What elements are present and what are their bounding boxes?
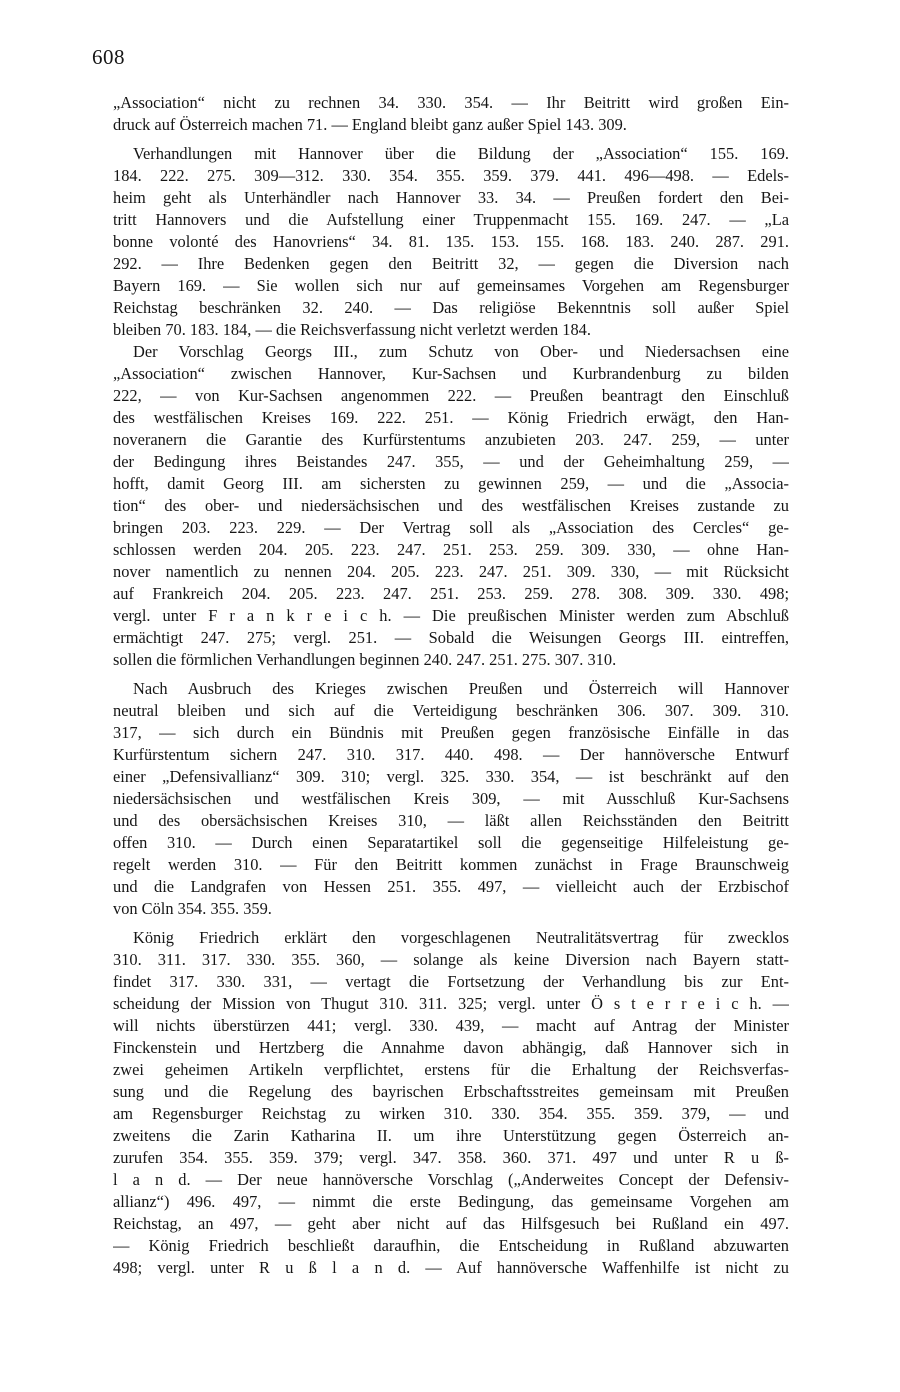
text-line: Reichstag beschränken 32. 240. — Das religiöse Bekenntnis soll außer Spiel: [113, 298, 789, 317]
text-line: sollen die förmlichen Verhandlungen beginnen 240. 247. 251. 275. 307. 310.: [113, 650, 617, 669]
text-line: „Association“ zwischen Hannover, Kur-Sachsen und Kurbrandenburg zu bilden: [113, 364, 789, 383]
text-line: zurufen 354. 355. 359. 379; vergl. 347. 358. 360. 371. 497 und unter R u ß-: [113, 1148, 789, 1167]
text-line: schlossen werden 204. 205. 223. 247. 251. 253. 259. 309. 330, — ohne Han-: [113, 540, 789, 559]
text-line: niedersächsischen und westfälischen Kreis 309, — mit Ausschluß Kur-Sachsens: [113, 789, 789, 808]
text-line: findet 317. 330. 331, — vertagt die Fortsetzung der Verhandlung bis zur Ent-: [113, 972, 789, 991]
text-line: Bayern 169. — Sie wollen sich nur auf gemeinsames Vorgehen am Regensburger: [113, 276, 789, 295]
text-line: bleiben 70. 183. 184, — die Reichsverfassung nicht verletzt werden 184.: [113, 320, 591, 339]
text-line: druck auf Österreich machen 71. — England bleibt ganz außer Spiel 143. 309.: [113, 115, 627, 134]
text-line: der Bedingung ihres Beistandes 247. 355, — und der Geheimhaltung 259, —: [113, 452, 789, 471]
text-line: Reichstag, an 497, — geht aber nicht auf das Hilfsgesuch bei Rußland ein 497.: [113, 1214, 789, 1233]
text-line: zwei geheimen Artikeln verpflichtet, erstens für die Erhaltung der Reichsverfas-: [113, 1060, 789, 1079]
text-line: „Association“ nicht zu rechnen 34. 330. 354. — Ihr Beitritt wird großen Ein-: [113, 93, 789, 112]
text-line: 317, — sich durch ein Bündnis mit Preußen gegen französische Einfälle in das: [113, 723, 789, 742]
text-line: auf Frankreich 204. 205. 223. 247. 251. 253. 259. 278. 308. 309. 330. 498;: [113, 584, 789, 603]
text-line: ermächtigt 247. 275; vergl. 251. — Sobald die Weisungen Georgs III. eintreffen,: [113, 628, 789, 647]
text-line: neutral bleiben und sich auf die Verteidigung beschränken 306. 307. 309. 310.: [113, 701, 789, 720]
paragraph: [113, 678, 789, 920]
text-line: 222, — von Kur-Sachsen angenommen 222. — Preußen beantragt den Einschluß: [113, 386, 789, 405]
text-line: Nach Ausbruch des Krieges zwischen Preußen und Österreich will Hannover: [133, 679, 789, 698]
text-line: will nichts überstürzen 441; vergl. 330. 439, — macht auf Antrag der Minister: [113, 1016, 789, 1035]
text-line: tritt Hannovers und die Aufstellung einer Truppenmacht 155. 169. 247. — „La: [113, 210, 789, 229]
text-line: l a n d. — Der neue hannöversche Vorschlag („Anderweites Concept der Defensiv-: [113, 1170, 789, 1189]
text-line: nover namentlich zu nennen 204. 205. 223. 247. 251. 309. 330, — mit Rücksicht: [113, 562, 789, 581]
paragraph: [113, 927, 789, 1279]
text-line: und die Landgrafen von Hessen 251. 355. 497, — vielleicht auch der Erzbischof: [113, 877, 789, 896]
text-line: 292. — Ihre Bedenken gegen den Beitritt 32, — gegen die Diversion nach: [113, 254, 789, 273]
text-line: König Friedrich erklärt den vorgeschlagenen Neutralitätsvertrag für zwecklos: [133, 928, 789, 947]
text-line: zweitens die Zarin Katharina II. um ihre Unterstützung gegen Österreich an-: [113, 1126, 789, 1145]
page-number: 608: [92, 45, 125, 69]
text-line: bonne volonté des Hanovriens“ 34. 81. 135. 153. 155. 168. 183. 240. 287. 291.: [113, 232, 789, 251]
paragraph: [113, 143, 789, 341]
text-line: 498; vergl. unter R u ß l a n d. — Auf hannöversche Waffenhilfe ist nicht zu: [113, 1258, 789, 1277]
text-line: Verhandlungen mit Hannover über die Bildung der „Association“ 155. 169.: [133, 144, 789, 163]
text-line: hofft, damit Georg III. am sichersten zu gewinnen 259, — und die „Associa-: [113, 474, 789, 493]
text-line: scheidung der Mission von Thugut 310. 311. 325; vergl. unter Ö s t e r r e i c h. —: [113, 994, 789, 1013]
paragraph: [113, 341, 789, 671]
text-line: bringen 203. 223. 229. — Der Vertrag soll als „Association des Cercles“ ge-: [113, 518, 789, 537]
text-line: noveranern die Garantie des Kurfürstentums anzubieten 203. 247. 259, — unter: [113, 430, 789, 449]
text-line: regelt werden 310. — Für den Beitritt kommen zunächst in Frage Braunschweig: [113, 855, 789, 874]
text-line: des westfälischen Kreises 169. 222. 251. — König Friedrich erwägt, den Han-: [113, 408, 789, 427]
text-line: offen 310. — Durch einen Separatartikel soll die gegenseitige Hilfeleistung ge-: [113, 833, 789, 852]
text-line: einer „Defensivallianz“ 309. 310; vergl. 325. 330. 354, — ist beschränkt auf den: [113, 767, 789, 786]
text-line: — König Friedrich beschließt daraufhin, die Entscheidung in Rußland abzuwarten: [113, 1236, 789, 1255]
text-line: allianz“) 496. 497, — nimmt die erste Bedingung, das gemeinsame Vorgehen am: [113, 1192, 789, 1211]
text-line: vergl. unter F r a n k r e i c h. — Die preußischen Minister werden zum Abschluß: [113, 606, 789, 625]
text-line: sung und die Regelung des bayrischen Erbschaftsstreites gemeinsam mit Preußen: [113, 1082, 789, 1101]
text-line: von Cöln 354. 355. 359.: [113, 899, 272, 918]
paragraph: [113, 92, 789, 136]
text-line: Finckenstein und Hertzberg die Annahme davon abhängig, daß Hannover sich in: [113, 1038, 789, 1057]
text-line: 184. 222. 275. 309—312. 330. 354. 355. 359. 379. 441. 496—498. — Edels-: [113, 166, 789, 185]
text-line: tion“ des ober- und niedersächsischen und des westfälischen Kreises zustande zu: [113, 496, 789, 515]
index-text-body: [113, 92, 789, 1279]
text-line: 310. 311. 317. 330. 355. 360, — solange als keine Diversion nach Bayern statt-: [113, 950, 789, 969]
text-line: heim geht als Unterhändler nach Hannover 33. 34. — Preußen fordert den Bei-: [113, 188, 789, 207]
text-line: Der Vorschlag Georgs III., zum Schutz von Ober- und Niedersachsen eine: [133, 342, 789, 361]
text-line: am Regensburger Reichstag zu wirken 310. 330. 354. 355. 359. 379, — und: [113, 1104, 789, 1123]
text-line: und des obersächsischen Kreises 310, — läßt allen Reichsständen den Beitritt: [113, 811, 789, 830]
text-line: Kurfürstentum sichern 247. 310. 317. 440. 498. — Der hannöversche Entwurf: [113, 745, 789, 764]
